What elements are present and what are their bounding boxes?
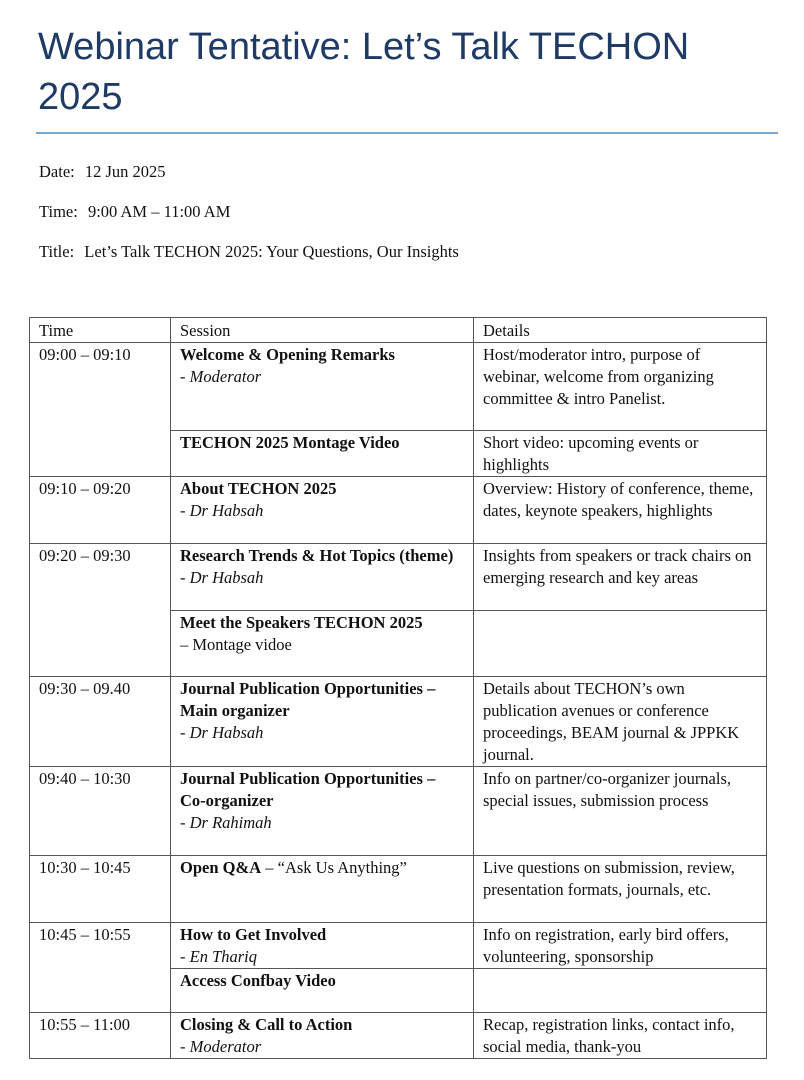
title-divider [36, 132, 778, 134]
details-cell [474, 611, 767, 677]
time-cell: 09:10 – 09:20 [30, 477, 171, 544]
date-line [39, 162, 166, 182]
event-title-label: Title: [39, 242, 75, 261]
session-speaker: - Moderator [180, 1037, 262, 1056]
time-cell: 09:00 – 09:10 [30, 343, 171, 477]
session-title: Journal Publication Opportunities – Co-organizer [180, 769, 436, 810]
time-line [39, 202, 230, 222]
time-value: 9:00 AM – 11:00 AM [87, 202, 231, 221]
session-title: Welcome & Opening Remarks [180, 345, 395, 364]
header-session: Session [171, 318, 474, 343]
agenda-table [29, 317, 767, 1059]
session-cell [171, 343, 474, 431]
details-cell [474, 969, 767, 1013]
session-speaker: - Moderator [180, 367, 262, 386]
session-title: About TECHON 2025 [180, 479, 337, 498]
event-title-line [39, 242, 459, 262]
details-cell: Live questions on submission, review, presentation formats, journals, etc. [474, 856, 767, 923]
session-cell [171, 544, 474, 611]
header-details: Details [474, 318, 767, 343]
session-title: Meet the Speakers TECHON 2025 [180, 613, 423, 632]
session-cell [171, 923, 474, 969]
time-cell: 09:40 – 10:30 [30, 767, 171, 856]
details-cell: Details about TECHON’s own publication avenues or conference proceedings, BEAM journal & JPPKK journal. [474, 677, 767, 767]
session-cell [171, 431, 474, 477]
session-cell [171, 477, 474, 544]
session-cell [171, 611, 474, 677]
details-cell: Insights from speakers or track chairs on emerging research and key areas [474, 544, 767, 611]
table-row [30, 677, 767, 767]
session-note: – Montage vidoe [180, 635, 292, 654]
details-cell: Short video: upcoming events or highlights [474, 431, 767, 477]
time-cell: 10:30 – 10:45 [30, 856, 171, 923]
time-label: Time: [39, 202, 78, 221]
session-speaker: - Dr Habsah [180, 501, 264, 520]
session-title: Journal Publication Opportunities – Main organizer [180, 679, 436, 720]
table-header-row [30, 318, 767, 343]
session-title: How to Get Involved [180, 925, 327, 944]
table-row [30, 477, 767, 544]
session-title: TECHON 2025 Montage Video [180, 433, 400, 452]
session-cell [171, 1013, 474, 1059]
table-row [30, 767, 767, 856]
session-speaker: - Dr Habsah [180, 568, 264, 587]
table-row [30, 923, 767, 969]
session-title-suffix: – “Ask Us Anything” [261, 858, 407, 877]
session-speaker: - En Thariq [180, 947, 258, 966]
details-cell: Host/moderator intro, purpose of webinar, welcome from organizing committee & intro Panelist. [474, 343, 767, 431]
event-title-value: Let’s Talk TECHON 2025: Your Questions, Our Insights [84, 242, 459, 261]
date-label: Date: [39, 162, 75, 181]
date-value: 12 Jun 2025 [84, 162, 166, 181]
time-cell: 09:20 – 09:30 [30, 544, 171, 677]
session-cell [171, 767, 474, 856]
session-title: Open Q&A [180, 858, 262, 877]
document-title: Webinar Tentative: Let’s Talk TECHON 2025 [38, 26, 690, 118]
time-cell: 10:55 – 11:00 [30, 1013, 171, 1059]
session-title: Access Confbay Video [180, 971, 336, 990]
table-row [30, 544, 767, 611]
details-cell: Recap, registration links, contact info, social media, thank-you [474, 1013, 767, 1059]
session-title: Closing & Call to Action [180, 1015, 353, 1034]
session-speaker: - Dr Habsah [180, 723, 264, 742]
details-cell: Info on partner/co-organizer journals, special issues, submission process [474, 767, 767, 856]
session-speaker: - Dr Rahimah [180, 813, 272, 832]
session-cell [171, 677, 474, 767]
time-cell: 10:45 – 10:55 [30, 923, 171, 1013]
details-cell: Overview: History of conference, theme, dates, keynote speakers, highlights [474, 477, 767, 544]
session-title: Research Trends & Hot Topics (theme) [180, 546, 454, 565]
time-cell: 09:30 – 09.40 [30, 677, 171, 767]
table-row [30, 856, 767, 923]
details-cell: Info on registration, early bird offers, volunteering, sponsorship [474, 923, 767, 969]
session-cell [171, 856, 474, 923]
session-cell [171, 969, 474, 1013]
table-row [30, 343, 767, 431]
table-row [30, 1013, 767, 1059]
header-time: Time [30, 318, 171, 343]
